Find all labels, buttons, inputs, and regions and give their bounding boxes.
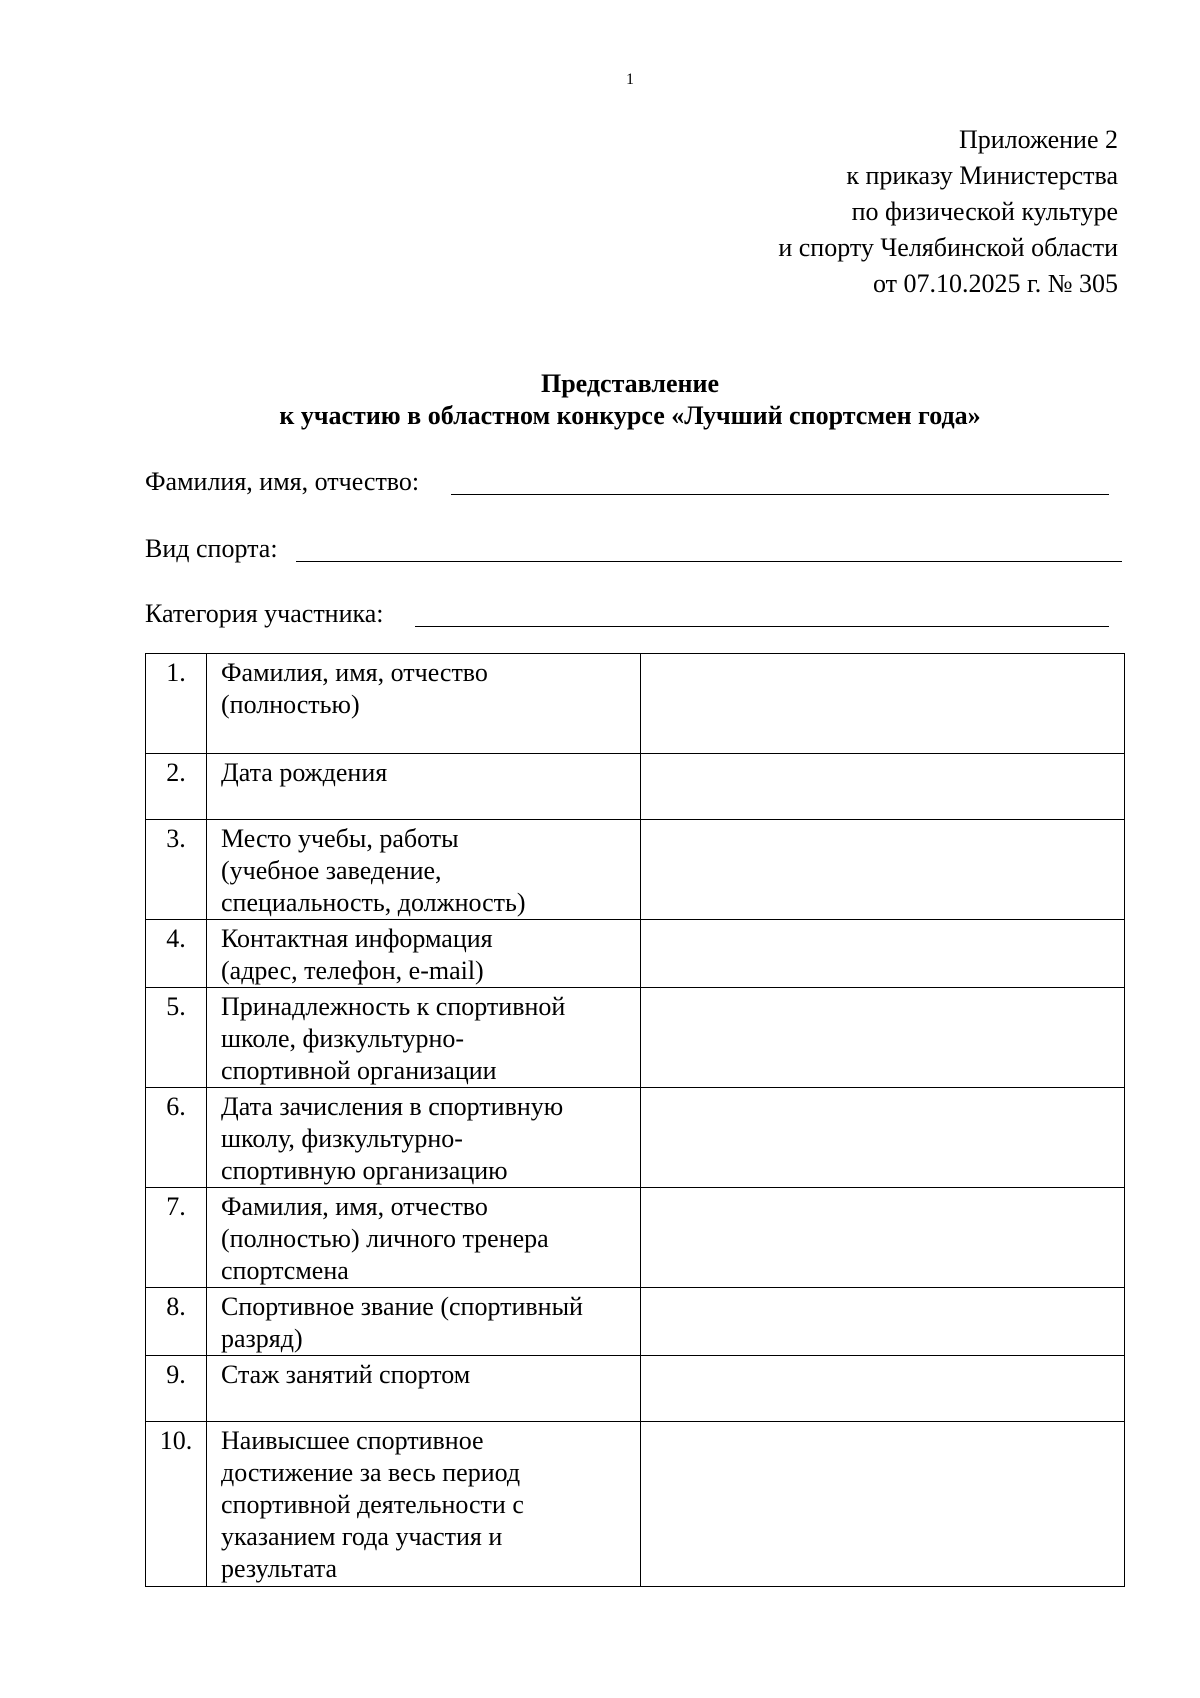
row-number: 4.: [146, 920, 207, 988]
row-value-cell[interactable]: [641, 820, 1125, 920]
row-label: Место учебы, работы (учебное заведение, специальность, должность): [207, 820, 641, 920]
table-row: [146, 920, 1125, 988]
row-label: Дата зачисления в спортивную школу, физкультурно- спортивную организацию: [207, 1088, 641, 1188]
row-number: 1.: [146, 654, 207, 754]
row-value-cell[interactable]: [641, 1088, 1125, 1188]
row-number: 5.: [146, 988, 207, 1088]
row-value-cell[interactable]: [641, 1188, 1125, 1288]
table-row: [146, 1188, 1125, 1288]
row-label: Дата рождения: [207, 754, 641, 820]
appendix-line: Приложение 2: [958, 125, 1118, 154]
title-line-1: Представление: [541, 369, 719, 398]
category-label: Категория участника:: [145, 599, 384, 628]
table-row: [146, 1288, 1125, 1356]
row-value-cell[interactable]: [641, 1356, 1125, 1422]
table-row: [146, 1356, 1125, 1422]
table-row: [146, 654, 1125, 754]
row-number: 7.: [146, 1188, 207, 1288]
row-value-cell[interactable]: [641, 1288, 1125, 1356]
row-number: 3.: [146, 820, 207, 920]
row-label: Спортивное звание (спортивный разряд): [207, 1288, 641, 1356]
row-value-cell[interactable]: [641, 1422, 1125, 1587]
sport-label: Вид спорта:: [145, 534, 278, 563]
document-title: [0, 368, 1200, 432]
row-number: 8.: [146, 1288, 207, 1356]
row-number: 9.: [146, 1356, 207, 1422]
row-value-cell[interactable]: [641, 920, 1125, 988]
sport-blank-line[interactable]: [296, 561, 1122, 562]
title-line-2: к участию в областном конкурсе «Лучший спортсмен года»: [279, 401, 981, 430]
row-number: 2.: [146, 754, 207, 820]
appendix-line: и спорту Челябинской области: [778, 233, 1118, 262]
table-row: [146, 754, 1125, 820]
table-row: [146, 988, 1125, 1088]
appendix-line: по физической культуре: [851, 197, 1118, 226]
row-label: Контактная информация (адрес, телефон, e-mail): [207, 920, 641, 988]
table-row: [146, 1422, 1125, 1587]
row-label: Фамилия, имя, отчество (полностью): [207, 654, 641, 754]
page-number: 1: [626, 71, 634, 88]
appendix-header: [778, 122, 1118, 302]
full-name-blank-line[interactable]: [451, 494, 1109, 495]
row-number: 10.: [146, 1422, 207, 1587]
row-value-cell[interactable]: [641, 654, 1125, 754]
full-name-label: Фамилия, имя, отчество:: [145, 467, 420, 496]
appendix-line: от 07.10.2025 г. № 305: [872, 269, 1118, 298]
row-label: Принадлежность к спортивной школе, физкультурно- спортивной организации: [207, 988, 641, 1088]
participant-info-table: [145, 653, 1125, 1587]
row-value-cell[interactable]: [641, 988, 1125, 1088]
row-number: 6.: [146, 1088, 207, 1188]
row-label: Фамилия, имя, отчество (полностью) личного тренера спортсмена: [207, 1188, 641, 1288]
row-label: Наивысшее спортивное достижение за весь период спортивной деятельности с указанием года участия и результата: [207, 1422, 641, 1587]
table-row: [146, 820, 1125, 920]
category-blank-line[interactable]: [415, 626, 1109, 627]
row-value-cell[interactable]: [641, 754, 1125, 820]
table-row: [146, 1088, 1125, 1188]
appendix-line: к приказу Министерства: [846, 161, 1118, 190]
row-label: Стаж занятий спортом: [207, 1356, 641, 1422]
